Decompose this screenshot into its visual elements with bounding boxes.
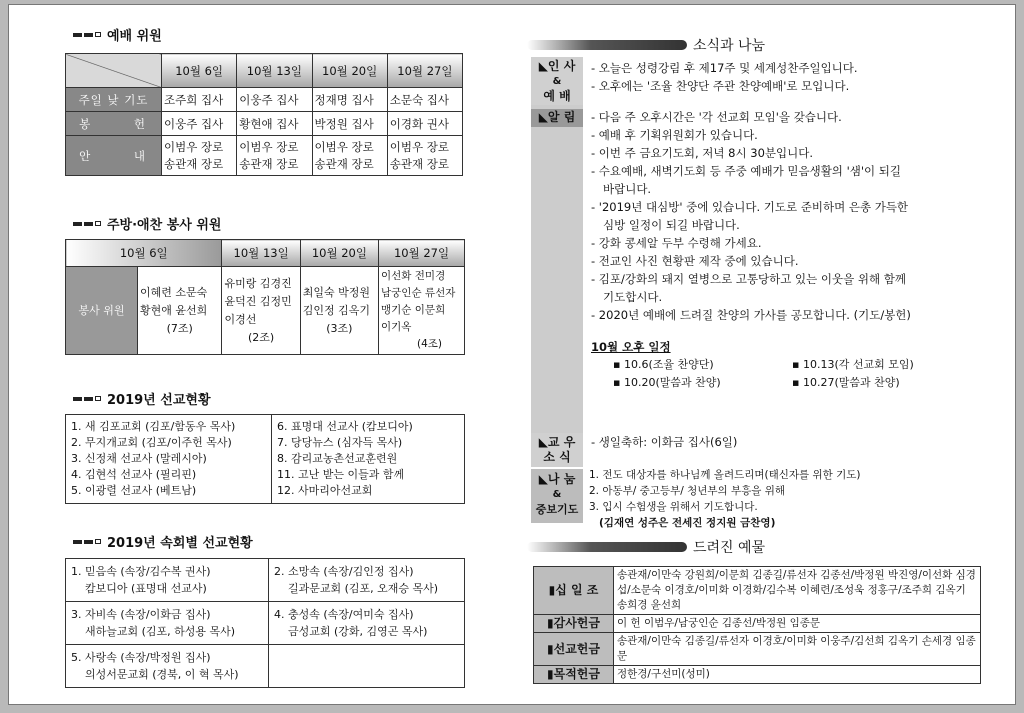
table-row xyxy=(66,136,463,176)
title-bars-icon xyxy=(73,221,101,226)
table-cell: 이웅주 집사 xyxy=(162,112,237,136)
row-label: ▮선교헌금 xyxy=(534,633,614,666)
table-row xyxy=(66,112,463,136)
title-bars-icon xyxy=(73,396,101,401)
list-item: 5. 이광렬 선교사 (베트남) xyxy=(71,484,197,497)
list-item: 3. 신정채 선교사 (말레시아) xyxy=(71,452,207,465)
title-pill-icon xyxy=(527,40,687,50)
table-cell: 송관재/이만숙 강원희/이문희 김종길/류선자 김종선/박정원 박진영/이선화 심경섭/소문숙 이경호/이미화 이경화/김수복 이혜련/조성욱 정홍구/조주희 김옥기 송희경 윤선희 xyxy=(614,567,981,615)
list-item: ▪ 10.13(각 선교회 모임) xyxy=(792,358,914,371)
list-item: 1. 전도 대상자를 하나님께 올려드리며(태신자를 위한 기도) xyxy=(589,469,861,481)
list-item: - 수요예배, 새벽기도회 등 주중 예배가 믿음생활의 '샘'이 되길 xyxy=(591,164,901,178)
list-item: 2. 아동부/ 중고등부/ 청년부의 부흥을 위해 xyxy=(589,485,786,497)
title-bars-icon xyxy=(73,32,101,37)
date-header: 10월 6일 xyxy=(162,54,237,88)
greeting-label: ◣인 사 & 예 배 xyxy=(531,57,583,105)
table-cell: 이 헌 이범우/남궁인순 김종선/박정원 임종문 xyxy=(614,615,981,633)
table-row xyxy=(66,267,465,355)
list-item: 바랍니다. xyxy=(603,182,652,196)
list-item: 1. 새 김포교회 (김포/함동우 목사) xyxy=(71,420,236,433)
list-item: 12. 사마리아선교회 xyxy=(277,484,373,497)
worship-section-title: 예배 위원 xyxy=(73,25,162,44)
prayer-names: (김재연 성주은 전세진 정지원 금찬영) xyxy=(599,517,776,529)
notice-list xyxy=(591,108,981,392)
row-label: ▮목적헌금 xyxy=(534,666,614,684)
worship-table xyxy=(65,53,463,176)
offering-table xyxy=(533,566,981,684)
list-item: 11. 고난 받는 이들과 함께 xyxy=(277,468,405,481)
prayer-label: ◣나 눔 & 중보기도 xyxy=(531,469,583,523)
table-cell: 이경화 권사 xyxy=(387,112,462,136)
table-cell: 이범우 장로 송관재 장로 xyxy=(162,136,237,176)
missions-section-title: 2019년 선교현황 xyxy=(73,389,211,408)
table-row xyxy=(534,633,981,666)
date-header: 10월 13일 xyxy=(237,54,312,88)
table-cell: 박정원 집사 xyxy=(312,112,387,136)
table-cell: 이웅주 집사 xyxy=(237,88,312,112)
list-item: 2. 무지개교회 (김포/이주헌 목사) xyxy=(71,436,232,449)
table-cell: 최일숙 박정원 김인정 김옥기 (3조) xyxy=(300,267,378,355)
schedule-title: 10월 오후 일정 xyxy=(591,340,671,354)
table-row xyxy=(66,559,465,602)
row-label: ▮십 일 조 xyxy=(534,567,614,615)
table-cell: 1. 믿음속 (속장/김수복 권사) 캄보디아 (표명대 선교사) xyxy=(66,559,269,602)
missions-col-1 xyxy=(66,415,271,503)
row-label: 봉 헌 xyxy=(66,112,162,136)
list-item: ▪ 10.6(조율 찬양단) xyxy=(613,358,714,371)
table-row xyxy=(534,615,981,633)
table-cell: 4. 충성속 (속장/여미숙 집사) 금성교회 (강화, 김영곤 목사) xyxy=(269,602,465,645)
table-cell: 송관재/이만숙 김종길/류선자 이경호/이미화 이웅주/김선희 김옥기 손세경 임종문 xyxy=(614,633,981,666)
table-cell xyxy=(269,645,465,688)
list-item: 심방 일정이 되길 바랍니다. xyxy=(603,218,740,232)
prayer-list xyxy=(589,467,981,531)
list-item: ▪ 10.27(말씀과 찬양) xyxy=(792,376,900,389)
table-cell: 정재명 집사 xyxy=(312,88,387,112)
table-cell: 이혜련 소문숙 황현애 윤선희 (7조) xyxy=(138,267,222,355)
list-item: - '2019년 대심방' 중에 있습니다. 기도로 준비하며 은총 가득한 xyxy=(591,200,909,214)
list-item: - 강화 콩세알 두부 수령해 가세요. xyxy=(591,236,762,250)
row-label: ▮감사헌금 xyxy=(534,615,614,633)
table-cell: 이범우 장로 송관재 장로 xyxy=(387,136,462,176)
table-row xyxy=(66,88,463,112)
bulletin-page xyxy=(8,4,1016,705)
greeting-text: - 오늘은 성령강림 후 제17주 및 세계성찬주일입니다. - 오후에는 '조율 찬양단 주관 찬양예배'로 모입니다. xyxy=(591,61,858,93)
title-pill-icon xyxy=(527,542,687,552)
table-cell: 이범우 장로 송관재 장로 xyxy=(312,136,387,176)
list-item: 4. 김현석 선교사 (필리핀) xyxy=(71,468,197,481)
list-item: 8. 감리교농촌선교훈련원 xyxy=(277,452,398,465)
date-header: 10월 6일 xyxy=(66,240,222,267)
table-row xyxy=(534,666,981,684)
kitchen-table xyxy=(65,239,465,355)
kitchen-section-title: 주방·애찬 봉사 위원 xyxy=(73,214,221,233)
table-cell: 조주희 집사 xyxy=(162,88,237,112)
corner-cell xyxy=(66,54,162,88)
date-header: 10월 20일 xyxy=(300,240,378,267)
list-item: - 이번 주 금요기도회, 저녁 8시 30분입니다. xyxy=(591,146,813,160)
list-item: - 다음 주 오후시간은 '각 선교회 모임'을 갖습니다. xyxy=(591,110,842,124)
row-label: 주일 낮 기도 xyxy=(66,88,162,112)
date-header: 10월 13일 xyxy=(222,240,300,267)
list-item: - 김포/강화의 돼지 열병으로 고통당하고 있는 이웃을 위해 함께 xyxy=(591,272,906,286)
member-label: ◣교 우 소 식 xyxy=(531,433,583,467)
table-row xyxy=(66,602,465,645)
groups-section-title: 2019년 속회별 선교현황 xyxy=(73,532,253,551)
table-cell: 이범우 장로 송관재 장로 xyxy=(237,136,312,176)
groups-table xyxy=(65,558,465,688)
missions-box xyxy=(65,414,465,504)
offering-section-title: 드려진 예물 xyxy=(527,537,765,557)
table-cell: 2. 소망속 (속장/김인정 집사) 길과문교회 (김포, 오재승 목사) xyxy=(269,559,465,602)
table-cell: 이선화 전미경 남궁인순 류선자 맹기순 이문희 이기옥 (4조) xyxy=(379,267,465,355)
missions-col-2 xyxy=(271,415,464,503)
list-item: - 2020년 예배에 드려질 찬양의 가사를 공모합니다. (기도/봉헌) xyxy=(591,308,911,322)
table-row xyxy=(534,567,981,615)
notice-label: ◣알 림 xyxy=(531,109,583,127)
schedule-grid xyxy=(591,356,971,392)
title-bars-icon xyxy=(73,539,101,544)
table-cell: 5. 사랑속 (속장/박정원 집사) 의성서문교회 (경북, 이 혁 목사) xyxy=(66,645,269,688)
list-item: 6. 표명대 선교사 (캄보디아) xyxy=(277,420,413,433)
list-item: ▪ 10.20(말씀과 찬양) xyxy=(613,376,721,389)
table-cell: 황현애 집사 xyxy=(237,112,312,136)
table-cell: 3. 자비속 (속장/이화금 집사) 새하늘교회 (김포, 하성용 목사) xyxy=(66,602,269,645)
table-cell: 정한경/구선미(성미) xyxy=(614,666,981,684)
list-item: 기도합시다. xyxy=(603,290,663,304)
date-header: 10월 20일 xyxy=(312,54,387,88)
list-item: - 예배 후 기획위원회가 있습니다. xyxy=(591,128,758,142)
table-row xyxy=(66,645,465,688)
list-item: - 전교인 사진 현황판 제작 중에 있습니다. xyxy=(591,254,799,268)
list-item: 7. 당당뉴스 (심자득 목사) xyxy=(277,436,403,449)
table-cell: 유미랑 김경진 윤덕진 김정민 이경선 (2조) xyxy=(222,267,300,355)
row-label: 안 내 xyxy=(66,136,162,176)
row-label: 봉사 위원 xyxy=(66,267,138,355)
member-text: - 생일축하: 이화금 집사(6일) xyxy=(591,435,738,449)
date-header: 10월 27일 xyxy=(379,240,465,267)
date-header: 10월 27일 xyxy=(387,54,462,88)
table-cell: 소문숙 집사 xyxy=(387,88,462,112)
list-item: 3. 입시 수험생을 위해서 기도합니다. xyxy=(589,501,758,513)
news-section-title: 소식과 나눔 xyxy=(527,35,765,55)
